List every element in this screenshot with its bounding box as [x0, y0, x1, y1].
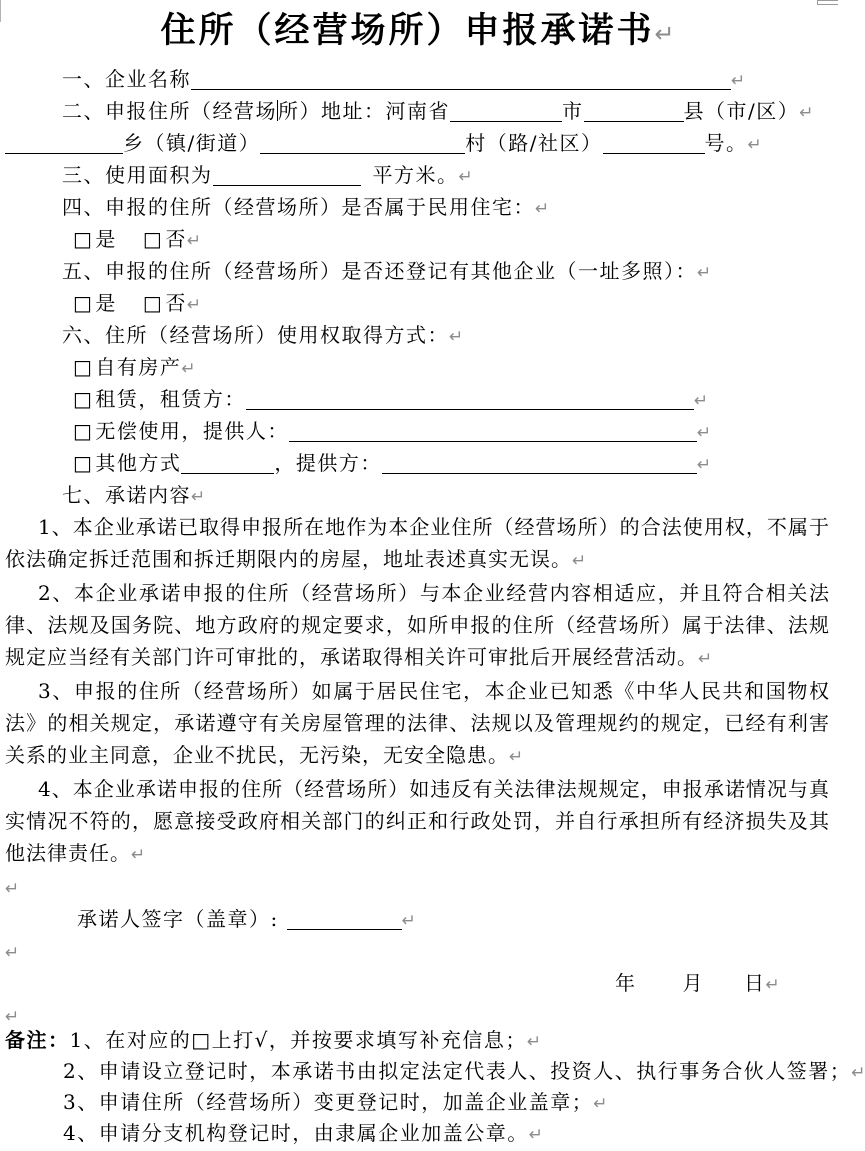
multi-license-checkbox-row — [5, 287, 830, 319]
paragraph-mark-icon: ↵ — [765, 975, 780, 995]
street-number-blank[interactable] — [603, 133, 705, 154]
document-body — [5, 63, 865, 1149]
commitment-paragraph-1 — [5, 511, 830, 577]
empty-paragraph — [5, 935, 830, 967]
commitment-text: 3、申报的住所（经营场所）如属于居民住宅，本企业已知悉《中华人民共和国物权法》的相关规定，承诺遵守有关房屋管理的法律、法规以及管理规约的规定，已经有利害关系的业主同意，企业不扰民，无污染，无安全隐患。 — [5, 679, 830, 767]
paragraph-mark-icon: ↵ — [572, 551, 587, 571]
form-line-address-2 — [5, 127, 830, 159]
township-label: 乡（镇/街道） — [123, 131, 261, 155]
paragraph-mark-icon: ↵ — [698, 649, 713, 669]
paragraph-mark-icon: ↵ — [186, 295, 202, 315]
year-label: 年 — [615, 971, 637, 995]
paragraph-mark-icon: ↵ — [131, 845, 146, 865]
checkbox-icon[interactable]: □ — [142, 227, 164, 251]
address-label-prefix: 二、申报住所（经营场 — [62, 99, 277, 123]
paragraph-mark-icon: ↵ — [747, 135, 762, 155]
notes-section — [5, 1025, 865, 1149]
paragraph-mark-icon: ↵ — [696, 423, 712, 443]
checkbox-icon[interactable]: □ — [142, 291, 164, 315]
checkbox-icon[interactable]: □ — [73, 419, 94, 443]
paragraph-mark-icon: ↵ — [528, 1125, 543, 1145]
form-line-usage-right-question — [5, 319, 830, 351]
commitment-paragraph-4 — [5, 773, 830, 871]
multi-license-no-option[interactable] — [143, 291, 187, 315]
address-label-suffix: 所）地址：河南省 — [278, 99, 450, 123]
city-label: 市 — [562, 99, 584, 123]
paragraph-mark-icon: ↵ — [5, 879, 20, 899]
note-item-text: 1、在对应的□上打√，并按要求填写补充信息； — [69, 1028, 527, 1052]
multi-license-yes-option[interactable] — [73, 291, 117, 315]
commitment-paragraph-2 — [5, 577, 830, 675]
company-name-label: 一、企业名称 — [62, 67, 191, 91]
paragraph-mark-icon: ↵ — [851, 1063, 865, 1083]
township-blank[interactable] — [5, 133, 123, 154]
form-line-area — [5, 159, 830, 191]
village-blank[interactable] — [260, 133, 465, 154]
form-line-residential-question — [5, 191, 830, 223]
page-title — [5, 8, 830, 57]
day-label: 日 — [744, 971, 766, 995]
other-provider-blank[interactable] — [382, 453, 697, 474]
company-name-blank[interactable] — [191, 69, 731, 90]
paragraph-mark-icon: ↵ — [799, 103, 814, 123]
commitment-heading-label: 七、承诺内容 — [62, 483, 191, 507]
usage-option-other-row — [5, 447, 830, 479]
own-property-label: 自有房产 — [95, 355, 182, 379]
notes-heading: 备注： — [5, 1028, 70, 1052]
note-item-text: 3、申请住所（经营场所）变更登记时，加盖企业盖章； — [63, 1090, 594, 1114]
area-unit-label: 平方米。 — [372, 163, 459, 187]
paragraph-mark-icon: ↵ — [449, 327, 464, 347]
notes-line-2 — [5, 1056, 865, 1087]
rent-label: 租赁，租赁方： — [95, 387, 246, 411]
checkbox-icon[interactable]: □ — [73, 227, 94, 251]
other-provider-label: ，提供方： — [274, 451, 382, 475]
commitment-text: 1、本企业承诺已取得申报所在地作为本企业住所（经营场所）的合法使用权，不属于依法确定拆迁范围和拆迁期限内的房屋，地址表述真实无误。 — [5, 515, 830, 571]
paragraph-mark-icon: ↵ — [526, 1032, 542, 1052]
area-label: 三、使用面积为 — [62, 163, 213, 187]
month-label: 月 — [682, 971, 704, 995]
other-method-label: 其他方式 — [95, 451, 182, 475]
residential-no-option[interactable] — [143, 227, 187, 251]
paragraph-mark-icon: ↵ — [693, 391, 709, 411]
paragraph-mark-icon: ↵ — [696, 455, 712, 475]
residential-yes-option[interactable] — [73, 227, 117, 251]
lessor-blank[interactable] — [246, 389, 694, 410]
form-line-company-name — [5, 63, 830, 95]
form-line-commitment-heading — [5, 479, 830, 511]
paragraph-mark-icon: ↵ — [731, 71, 746, 91]
usage-free-option[interactable] — [73, 419, 289, 443]
checkbox-icon[interactable]: □ — [73, 291, 94, 315]
signature-blank[interactable] — [287, 909, 402, 930]
usage-rent-option[interactable] — [73, 387, 246, 411]
province-blank[interactable] — [450, 101, 562, 122]
usage-option-own-row — [5, 351, 830, 383]
page-title-text: 住所（经营场所）申报承诺书 — [160, 10, 655, 51]
no-label: 否 — [165, 291, 187, 315]
paragraph-mark-icon: ↵ — [535, 199, 550, 219]
usage-right-question-label: 六、住所（经营场所）使用权取得方式： — [62, 323, 449, 347]
paragraph-mark-icon: ↵ — [191, 487, 206, 507]
provider-person-blank[interactable] — [289, 421, 697, 442]
date-line — [5, 967, 830, 999]
usage-other-option[interactable] — [73, 451, 181, 475]
commitment-paragraph-3 — [5, 675, 830, 773]
empty-paragraph — [5, 999, 830, 1025]
city-blank[interactable] — [584, 101, 684, 122]
paragraph-mark-icon: ↵ — [697, 263, 712, 283]
paragraph-mark-icon: ↵ — [5, 1007, 20, 1027]
paragraph-mark-icon: ↵ — [509, 747, 524, 767]
paragraph-mark-icon: ↵ — [458, 167, 473, 187]
notes-line-1 — [5, 1025, 830, 1056]
usage-option-rent-row — [5, 383, 830, 415]
empty-paragraph — [5, 871, 830, 903]
free-use-label: 无偿使用，提供人： — [95, 419, 289, 443]
usage-own-option[interactable] — [73, 355, 181, 379]
paragraph-mark-icon: ↵ — [5, 943, 20, 963]
no-label: 否 — [165, 227, 187, 251]
yes-label: 是 — [95, 227, 117, 251]
page-corner-mark-right — [817, 0, 838, 5]
note-item-text: 2、申请设立登记时，本承诺书由拟定法定代表人、投资人、执行事务合伙人签署； — [63, 1059, 852, 1083]
commitment-text: 2、本企业承诺申报的住所（经营场所）与本企业经营内容相适应，并且符合相关法律、法规及国务院、地方政府的规定要求，如所申报的住所（经营场所）属于法律、法规规定应当经有关部门许可审批的，承诺取得相关许可审批后开展经营活动。 — [5, 581, 830, 669]
paragraph-mark-icon: ↵ — [181, 359, 196, 379]
residential-checkbox-row — [5, 223, 830, 255]
notes-line-4 — [5, 1118, 830, 1149]
paragraph-mark-icon: ↵ — [654, 20, 675, 48]
residential-question-label: 四、申报的住所（经营场所）是否属于民用住宅： — [62, 195, 535, 219]
paragraph-mark-icon: ↵ — [186, 231, 202, 251]
notes-line-3 — [5, 1087, 830, 1118]
usage-option-free-row — [5, 415, 830, 447]
signature-label: 承诺人签字（盖章）: — [77, 907, 287, 931]
paragraph-mark-icon: ↵ — [593, 1094, 608, 1114]
checkbox-icon[interactable]: □ — [73, 355, 94, 379]
other-method-blank[interactable] — [181, 453, 274, 474]
village-label: 村（路/社区） — [465, 131, 603, 155]
checkbox-icon[interactable]: □ — [73, 451, 94, 475]
yes-label: 是 — [95, 291, 117, 315]
note-item-text: 4、申请分支机构登记时，由隶属企业加盖公章。 — [63, 1121, 529, 1145]
commitment-text: 4、本企业承诺申报的住所（经营场所）如违反有关法律法规规定，申报承诺情况与真实情况不符的，愿意接受政府相关部门的纠正和行政处罚，并自行承担所有经济损失及其他法律责任。 — [5, 777, 830, 865]
multi-license-question-label: 五、申报的住所（经营场所）是否还登记有其他企业（一址多照）： — [62, 259, 697, 283]
form-line-address — [5, 95, 830, 127]
page-corner-mark-left — [0, 0, 1, 22]
signature-line — [5, 903, 830, 935]
number-label: 号。 — [704, 131, 748, 155]
checkbox-icon[interactable]: □ — [73, 387, 94, 411]
form-line-multi-license-question — [5, 255, 830, 287]
area-blank[interactable] — [213, 165, 361, 186]
county-label: 县（市/区） — [683, 99, 800, 123]
paragraph-mark-icon: ↵ — [401, 911, 416, 931]
